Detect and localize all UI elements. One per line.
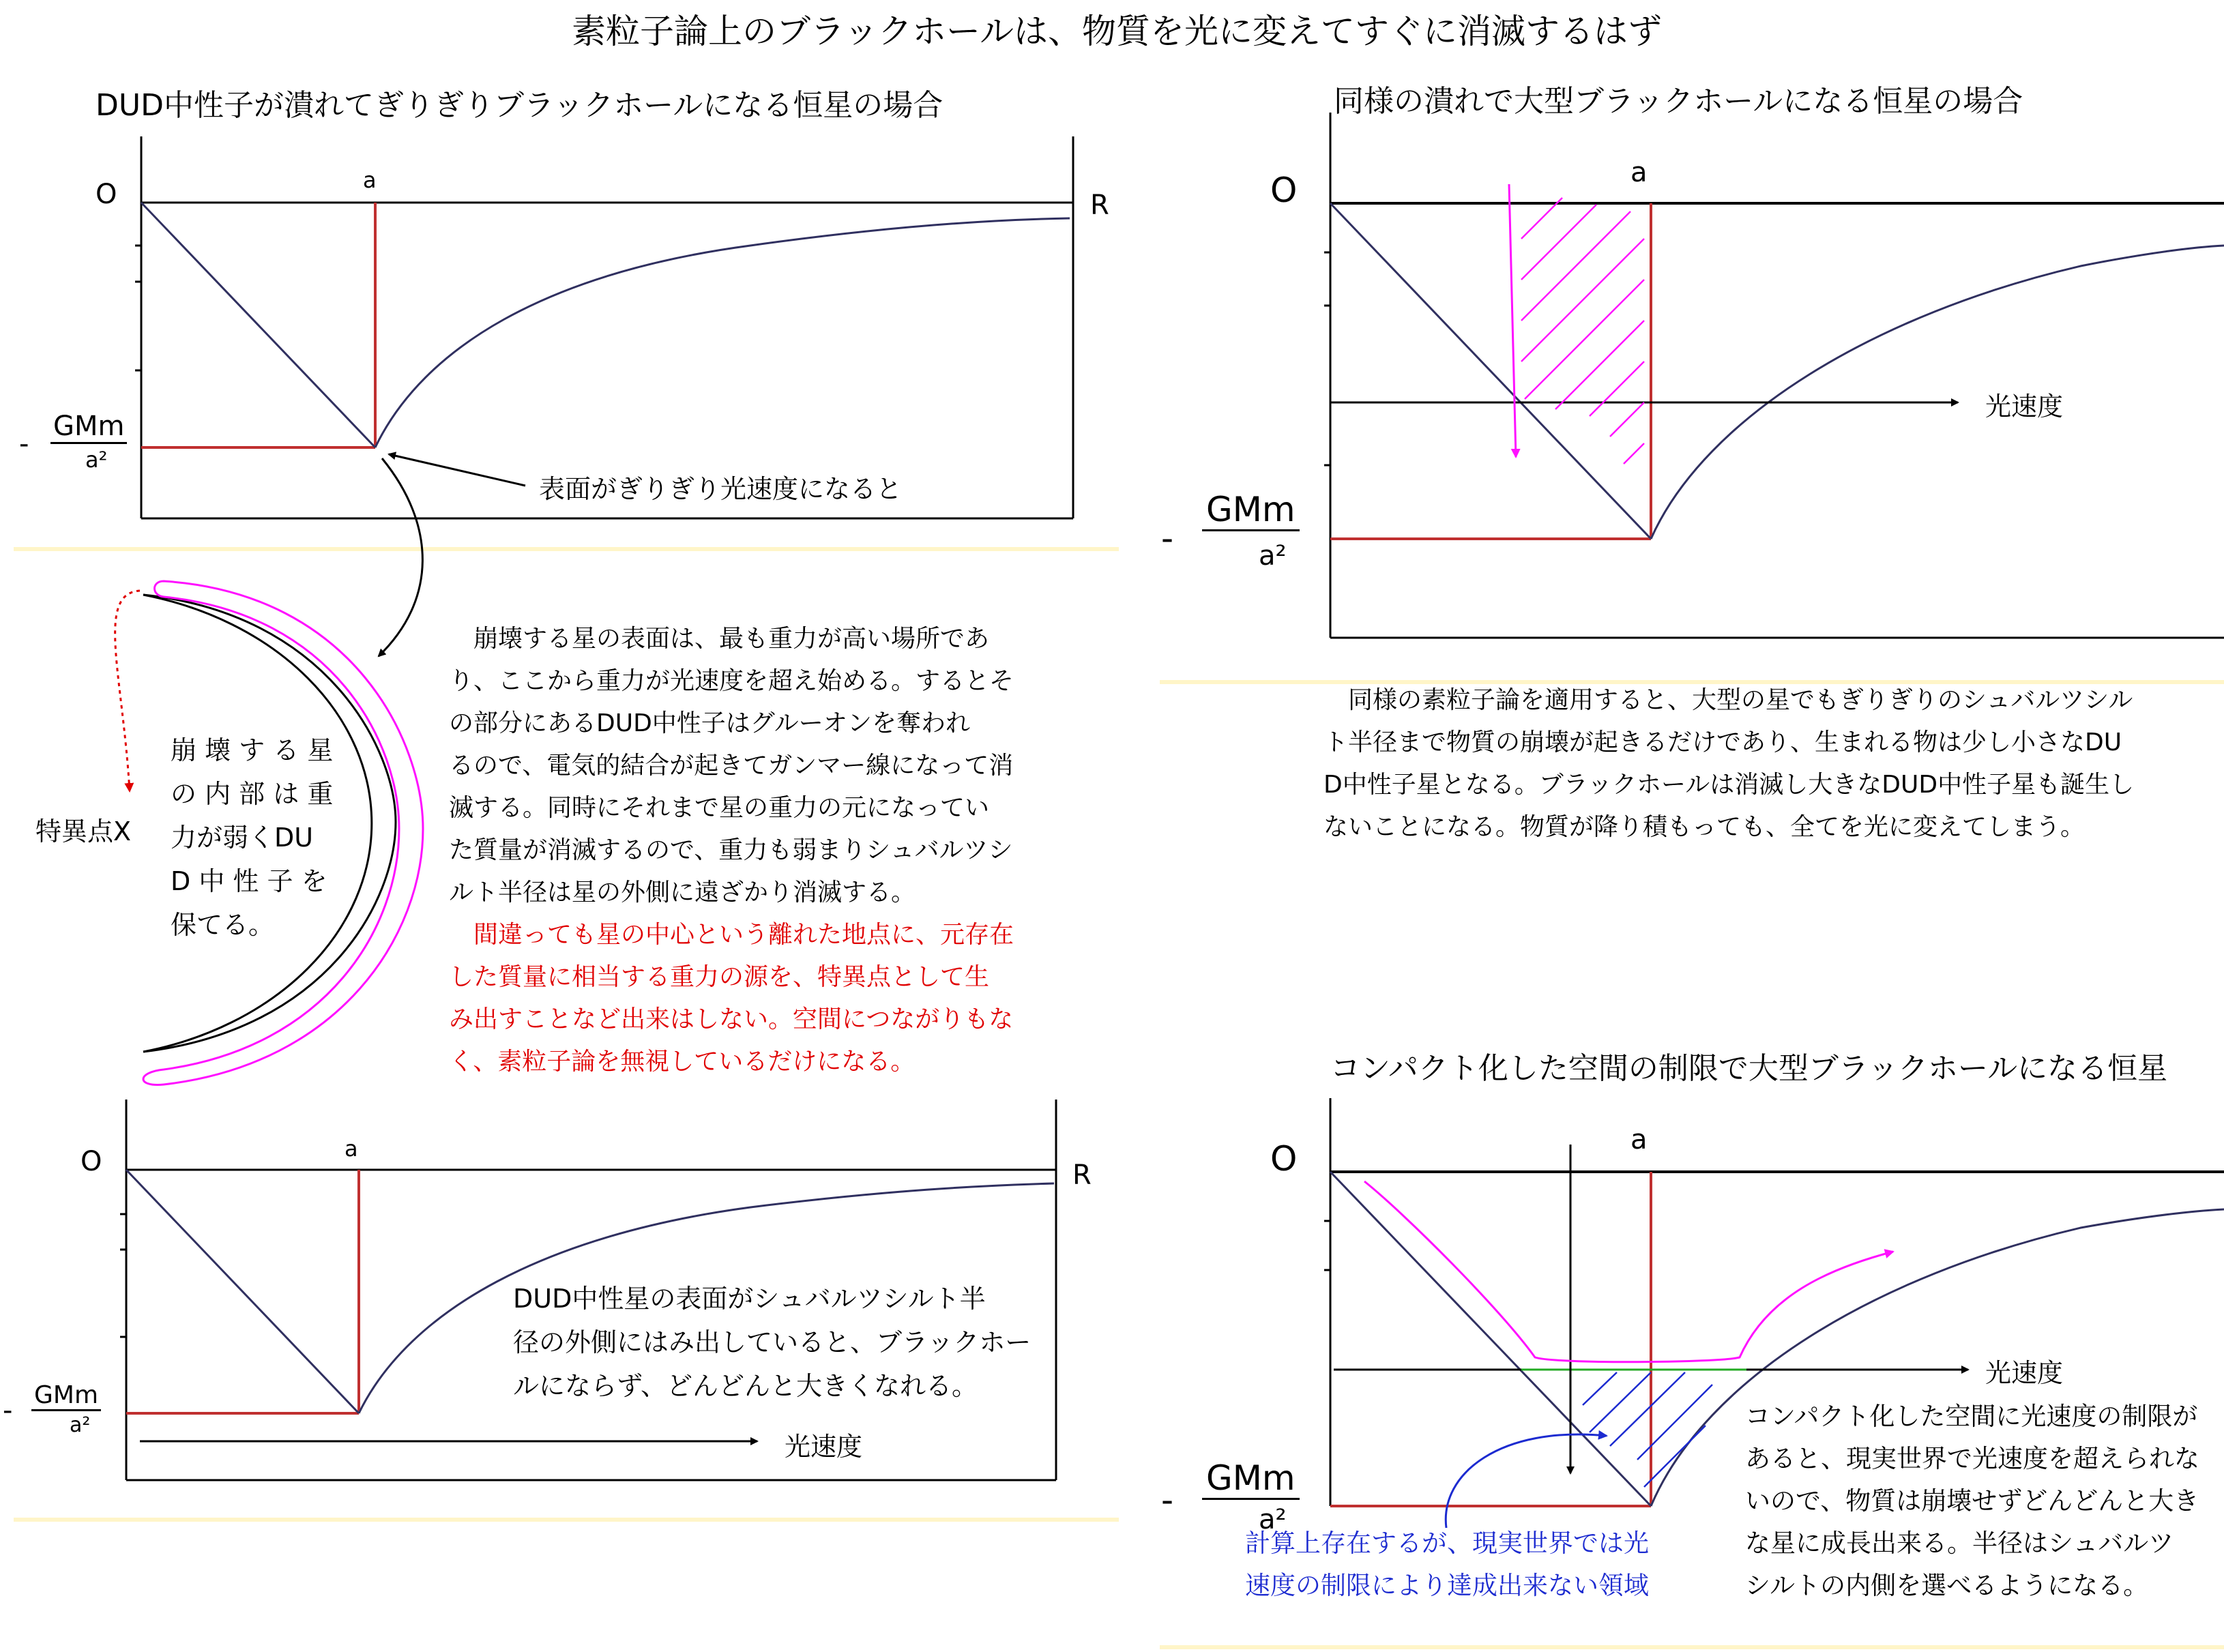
paragraph-line: 崩壊する星の表面は、最も重力が高い場所であ (449, 625, 990, 653)
collapse-paragraph (449, 618, 1014, 1083)
speed-of-light-label: 光速度 (1985, 392, 2064, 422)
red-paragraph-line: く、素粒子論を無視しているだけになる。 (449, 1048, 916, 1076)
text-line: ルにならず、どんどんと大きくなれる。 (513, 1371, 978, 1401)
paragraph-line: D中性子星となる。ブラックホールは消滅し大きなDUD中性子星も誕生し (1323, 771, 2135, 799)
page-title: 素粒子論上のブラックホールは、物質を光に変えてすぐに消滅するはず (572, 12, 1662, 51)
heading-top-left: DUD中性子が潰れてぎりぎりブラックホールになる恒星の場合 (96, 88, 943, 123)
paragraph-line: ルト半径は星の外側に遠ざかり消滅する。 (449, 879, 916, 906)
inner-line: の 内 部 は 重 (171, 779, 334, 809)
bottom-right-paragraph (1745, 1396, 2199, 1607)
inner-line: 力が弱くDU (171, 823, 314, 853)
paragraph-line: いので、物質は崩壊せずどんどんと大き (1745, 1486, 2199, 1516)
note-line: 速度の制限により達成出来ない領域 (1245, 1571, 1649, 1600)
paragraph-line: ないことになる。物質が降り積もっても、全てを光に変えてしまう。 (1323, 813, 2086, 841)
label-a: a (1630, 157, 1648, 188)
gmm-numerator: GMm (31, 1381, 101, 1411)
paragraph-line: り、ここから重力が光速度を超え始める。するとそ (449, 667, 1014, 695)
inner-line: D 中 性 子 を (171, 866, 327, 896)
a2-denominator: a² (1259, 1504, 1287, 1535)
text-line: 径の外側にはみ出していると、ブラックホー (513, 1327, 1031, 1357)
paragraph-line: 同様の素粒子論を適用すると、大型の星でもぎりぎりのシュバルツシル (1323, 686, 2133, 714)
label-a: a (1630, 1124, 1648, 1155)
minus-sign: - (19, 428, 29, 460)
paragraph-line: た質量が消滅するので、重力も弱まりシュバルツシ (449, 836, 1013, 864)
star-inner-text (171, 728, 333, 947)
annotation-surface-light-speed: 表面がぎりぎり光速度になると (539, 474, 903, 504)
paragraph-line: ト半径まで物質の崩壊が起きるだけであり、生まれる物は少し小さなDU (1323, 728, 2122, 756)
paragraph-line: の部分にあるDUD中性子はグルーオンを奪われ (449, 709, 970, 737)
heading-top-right: 同様の潰れで大型ブラックホールになる恒星の場合 (1334, 84, 2023, 119)
heading-bottom-right: コンパクト化した空間の制限で大型ブラックホールになる恒星 (1330, 1051, 2168, 1086)
label-a: a (345, 1136, 358, 1162)
label-r: R (1090, 190, 1109, 221)
a2-denominator: a² (1259, 540, 1287, 572)
speed-of-light-label: 光速度 (785, 1432, 863, 1462)
note-line: 計算上存在するが、現実世界では光 (1245, 1529, 1649, 1558)
speed-of-light-label: 光速度 (1985, 1358, 2064, 1388)
gmm-numerator: GMm (50, 411, 127, 444)
a2-denominator: a² (85, 447, 108, 473)
gmm-numerator: GMm (1202, 490, 1300, 531)
label-r: R (1072, 1160, 1092, 1191)
label-o: O (96, 179, 117, 210)
graph-top-right (1324, 113, 2224, 638)
paragraph-line: コンパクト化した空間に光速度の制限が (1745, 1402, 2198, 1431)
label-a: a (363, 167, 377, 193)
graph-top-left (135, 136, 1073, 656)
red-paragraph-line: した質量に相当する重力の源を、特異点として生 (449, 963, 990, 991)
red-paragraph-line: 間違っても星の中心という離れた地点に、元存在 (449, 921, 1014, 949)
label-o: O (1270, 171, 1298, 210)
top-right-paragraph (1323, 679, 2134, 849)
minus-sign: - (3, 1395, 13, 1426)
a2-denominator: a² (70, 1413, 91, 1437)
minus-sign: - (1161, 1480, 1174, 1520)
paragraph-line: な星に成長出来る。半径はシュバルツ (1745, 1529, 2174, 1558)
paragraph-line: 滅する。同時にそれまで星の重力の元になってい (449, 794, 990, 822)
paragraph-line: るので、電気的結合が起きてガンマー線になって消 (449, 752, 1014, 780)
paragraph-line: あると、現実世界で光速度を超えられな (1745, 1444, 2199, 1473)
label-o: O (81, 1146, 102, 1177)
bottom-left-text (513, 1277, 1031, 1408)
inner-line: 保てる。 (171, 910, 275, 940)
singularity-label: 特異点X (35, 816, 132, 846)
gmm-numerator: GMm (1202, 1458, 1300, 1500)
minus-sign: - (1161, 518, 1174, 558)
inner-line: 崩 壊 す る 星 (171, 735, 334, 765)
text-line: DUD中性星の表面がシュバルツシルト半 (513, 1284, 986, 1314)
paragraph-line: シルトの内側を選べるようになる。 (1745, 1571, 2149, 1600)
unreachable-region-note (1245, 1522, 1649, 1607)
label-o: O (1270, 1139, 1298, 1179)
red-paragraph-line: み出すことなど出来はしない。空間につながりもな (449, 1005, 1014, 1033)
